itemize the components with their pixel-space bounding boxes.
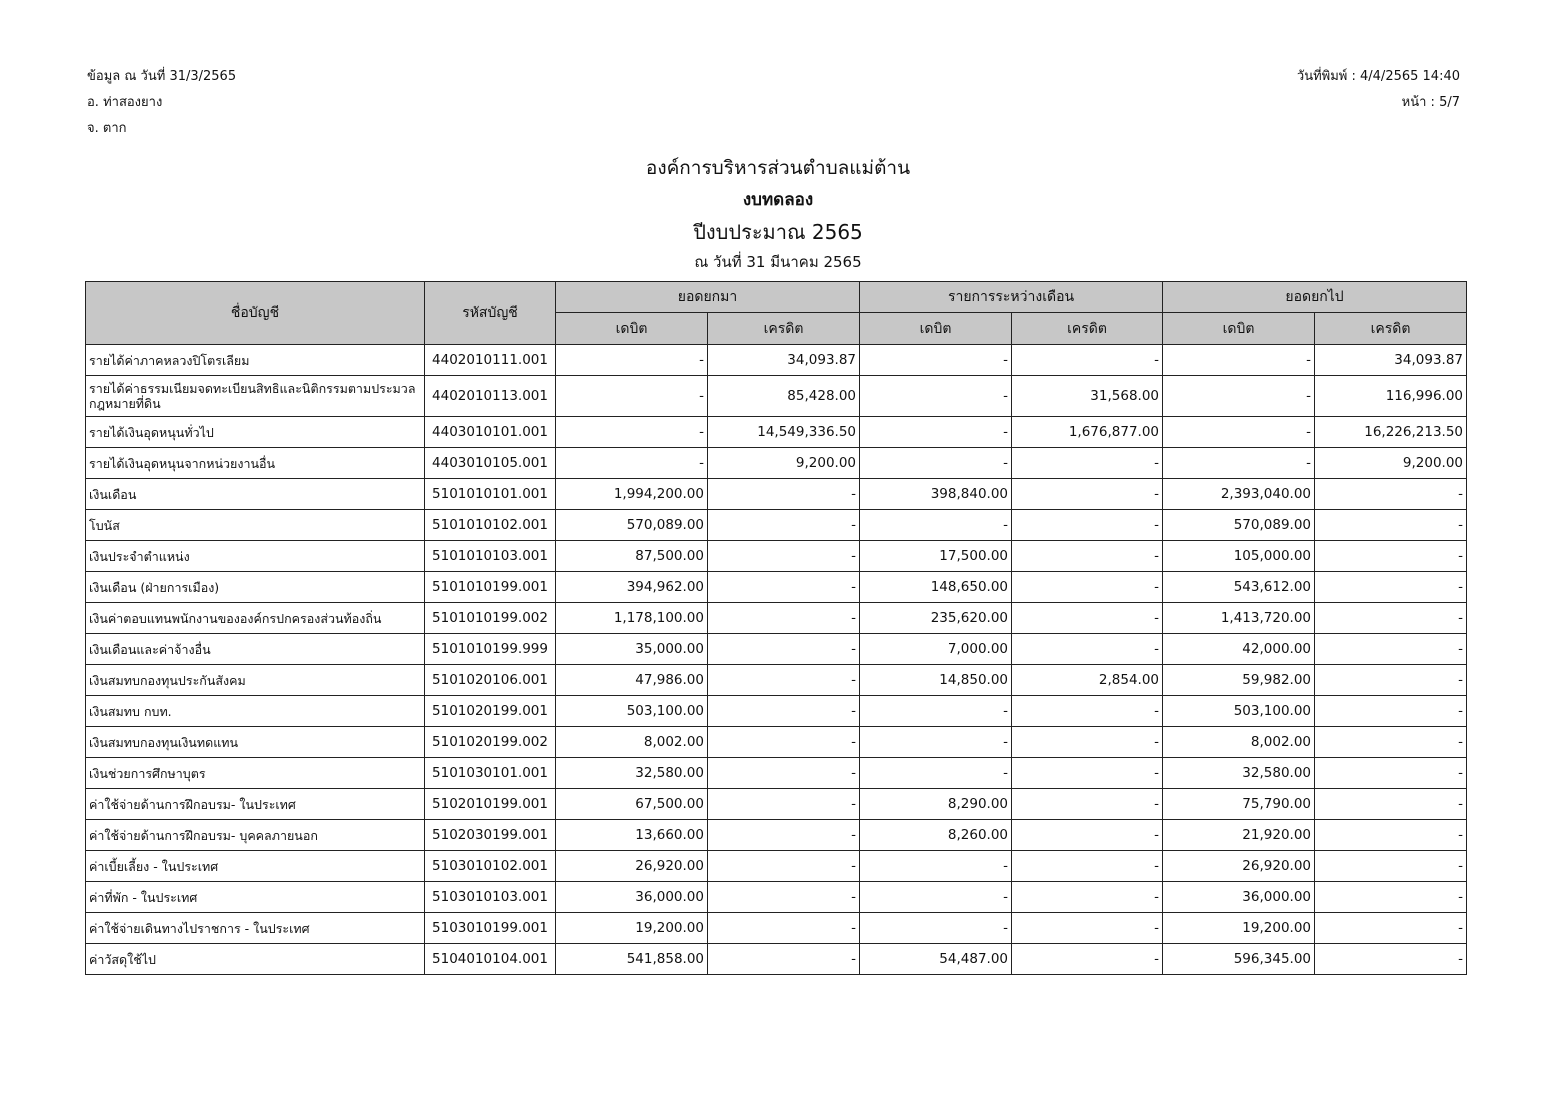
account-code: 5101020106.001 [425,665,556,696]
cf-credit: 16,226,213.50 [1315,417,1467,448]
month-debit: - [860,758,1012,789]
cf-debit: - [1163,345,1315,376]
table-row [86,913,1467,944]
table-row [86,603,1467,634]
bf-credit: - [708,758,860,789]
table-row [86,541,1467,572]
account-code: 5101010199.002 [425,603,556,634]
header-bf-debit: เดบิต [556,313,708,345]
bf-debit: 1,178,100.00 [556,603,708,634]
table-row [86,634,1467,665]
cf-debit: 21,920.00 [1163,820,1315,851]
account-code: 5101010199.999 [425,634,556,665]
month-credit: - [1012,345,1163,376]
account-code: 5103010103.001 [425,882,556,913]
district: อ. ท่าสองยาง [87,95,163,110]
cf-debit: 503,100.00 [1163,696,1315,727]
table-row [86,572,1467,603]
header-month-credit: เครดิต [1012,313,1163,345]
month-debit: 54,487.00 [860,944,1012,975]
bf-debit: 26,920.00 [556,851,708,882]
account-code: 4402010111.001 [425,345,556,376]
cf-credit: - [1315,913,1467,944]
cf-debit: 105,000.00 [1163,541,1315,572]
bf-credit: - [708,479,860,510]
cf-credit: 116,996.00 [1315,376,1467,417]
month-credit: 2,854.00 [1012,665,1163,696]
cf-debit: 543,612.00 [1163,572,1315,603]
cf-credit: - [1315,510,1467,541]
bf-debit: 394,962.00 [556,572,708,603]
bf-credit: - [708,789,860,820]
table-body [86,345,1467,975]
bf-credit: 9,200.00 [708,448,860,479]
month-debit: - [860,448,1012,479]
cf-debit: 32,580.00 [1163,758,1315,789]
month-credit: - [1012,634,1163,665]
account-name: ค่าเบี้ยเลี้ยง - ในประเทศ [86,851,425,882]
page-number: หน้า : 5/7 [1401,95,1460,110]
cf-credit: - [1315,758,1467,789]
month-debit: - [860,727,1012,758]
bf-debit: 47,986.00 [556,665,708,696]
month-credit: - [1012,479,1163,510]
cf-credit: 34,093.87 [1315,345,1467,376]
month-credit: - [1012,882,1163,913]
bf-credit: - [708,727,860,758]
table-row [86,479,1467,510]
month-credit: - [1012,851,1163,882]
trial-balance-table [85,281,1467,975]
cf-debit: 8,002.00 [1163,727,1315,758]
month-debit: - [860,882,1012,913]
bf-debit: 503,100.00 [556,696,708,727]
bf-debit: 1,994,200.00 [556,479,708,510]
bf-credit: - [708,572,860,603]
bf-credit: - [708,913,860,944]
header-account-code: รหัสบัญชี [425,282,556,345]
bf-debit: 541,858.00 [556,944,708,975]
month-debit: - [860,510,1012,541]
month-debit: - [860,376,1012,417]
bf-credit: - [708,603,860,634]
account-name: ค่าใช้จ่ายเดินทางไปราชการ - ในประเทศ [86,913,425,944]
table-row [86,789,1467,820]
cf-credit: - [1315,665,1467,696]
cf-debit: 36,000.00 [1163,882,1315,913]
month-credit: - [1012,572,1163,603]
bf-debit: - [556,448,708,479]
cf-debit: 570,089.00 [1163,510,1315,541]
month-debit: 8,260.00 [860,820,1012,851]
cf-debit: - [1163,448,1315,479]
account-name: เงินเดือนและค่าจ้างอื่น [86,634,425,665]
cf-credit: 9,200.00 [1315,448,1467,479]
bf-credit: - [708,882,860,913]
account-name: เงินช่วยการศึกษาบุตร [86,758,425,789]
account-code: 5101010103.001 [425,541,556,572]
account-name: เงินค่าตอบแทนพนักงานขององค์กรปกครองส่วนท้องถิ่น [86,603,425,634]
account-code: 5101010199.001 [425,572,556,603]
bf-credit: - [708,510,860,541]
fiscal-year: ปีงบประมาณ 2565 [693,220,863,244]
account-code: 5103010199.001 [425,913,556,944]
table-row [86,448,1467,479]
header-carried-forward: ยอดยกไป [1163,282,1467,313]
month-debit: - [860,696,1012,727]
table-row [86,345,1467,376]
table-row [86,727,1467,758]
month-debit: 398,840.00 [860,479,1012,510]
table-row [86,417,1467,448]
cf-debit: 596,345.00 [1163,944,1315,975]
account-code: 5101020199.002 [425,727,556,758]
table-row [86,944,1467,975]
table-row [86,851,1467,882]
month-debit: - [860,417,1012,448]
organization-title: องค์การบริหารส่วนตำบลแม่ต้าน [645,157,911,179]
cf-debit: 59,982.00 [1163,665,1315,696]
as-of-date: ณ วันที่ 31 มีนาคม 2565 [694,253,862,271]
month-debit: 14,850.00 [860,665,1012,696]
bf-debit: - [556,345,708,376]
cf-credit: - [1315,479,1467,510]
bf-debit: 8,002.00 [556,727,708,758]
data-date: ข้อมูล ณ วันที่ 31/3/2565 [87,69,237,84]
account-code: 4403010101.001 [425,417,556,448]
account-code: 5102030199.001 [425,820,556,851]
account-name: ค่าใช้จ่ายด้านการฝึกอบรม- บุคคลภายนอก [86,820,425,851]
table-row [86,820,1467,851]
table-row [86,882,1467,913]
cf-debit: 75,790.00 [1163,789,1315,820]
month-credit: - [1012,541,1163,572]
account-code: 4403010105.001 [425,448,556,479]
bf-debit: 36,000.00 [556,882,708,913]
table-row [86,696,1467,727]
bf-credit: 85,428.00 [708,376,860,417]
account-name: เงินเดือน (ฝ่ายการเมือง) [86,572,425,603]
account-code: 5101010102.001 [425,510,556,541]
cf-debit: 2,393,040.00 [1163,479,1315,510]
account-name: ค่าใช้จ่ายด้านการฝึกอบรม- ในประเทศ [86,789,425,820]
month-credit: - [1012,448,1163,479]
account-name: โบนัส [86,510,425,541]
month-debit: - [860,851,1012,882]
cf-debit: 26,920.00 [1163,851,1315,882]
account-name: เงินสมทบ กบท. [86,696,425,727]
account-code: 5101020199.001 [425,696,556,727]
account-name: เงินสมทบกองทุนประกันสังคม [86,665,425,696]
bf-debit: 13,660.00 [556,820,708,851]
report-titles [0,152,1556,276]
header-month-debit: เดบิต [860,313,1012,345]
bf-credit: 14,549,336.50 [708,417,860,448]
account-name: ค่าที่พัก - ในประเทศ [86,882,425,913]
month-debit: 148,650.00 [860,572,1012,603]
cf-credit: - [1315,944,1467,975]
bf-credit: - [708,944,860,975]
bf-credit: - [708,851,860,882]
bf-credit: - [708,696,860,727]
cf-debit: - [1163,376,1315,417]
document-title: งบทดลอง [742,190,814,210]
table-row [86,376,1467,417]
cf-credit: - [1315,820,1467,851]
bf-debit: - [556,376,708,417]
month-debit: - [860,913,1012,944]
month-credit: - [1012,789,1163,820]
month-credit: - [1012,913,1163,944]
account-name: ค่าวัสดุใช้ไป [86,944,425,975]
table-row [86,758,1467,789]
month-credit: - [1012,510,1163,541]
header-brought-forward: ยอดยกมา [556,282,860,313]
month-credit: - [1012,758,1163,789]
bf-credit: - [708,820,860,851]
cf-credit: - [1315,572,1467,603]
bf-credit: 34,093.87 [708,345,860,376]
bf-debit: 67,500.00 [556,789,708,820]
cf-credit: - [1315,851,1467,882]
month-debit: 7,000.00 [860,634,1012,665]
bf-credit: - [708,665,860,696]
account-code: 5104010104.001 [425,944,556,975]
month-credit: - [1012,727,1163,758]
header-account-name: ชื่อบัญชี [86,282,425,345]
cf-credit: - [1315,789,1467,820]
account-name: เงินประจำตำแหน่ง [86,541,425,572]
month-debit: 17,500.00 [860,541,1012,572]
cf-credit: - [1315,634,1467,665]
bf-debit: 32,580.00 [556,758,708,789]
header-during-month: รายการระหว่างเดือน [860,282,1163,313]
month-credit: - [1012,944,1163,975]
bf-debit: - [556,417,708,448]
account-code: 4402010113.001 [425,376,556,417]
month-credit: - [1012,603,1163,634]
table-row [86,510,1467,541]
month-credit: 31,568.00 [1012,376,1163,417]
account-name: รายได้ค่าภาคหลวงปิโตรเลียม [86,345,425,376]
account-name: รายได้ค่าธรรมเนียมจดทะเบียนสิทธิและนิติกรรมตามประมวลกฎหมายที่ดิน [86,376,425,417]
header-cf-debit: เดบิต [1163,313,1315,345]
account-name: รายได้เงินอุดหนุนทั่วไป [86,417,425,448]
cf-debit: - [1163,417,1315,448]
bf-debit: 87,500.00 [556,541,708,572]
bf-debit: 35,000.00 [556,634,708,665]
account-code: 5103010102.001 [425,851,556,882]
month-debit: - [860,345,1012,376]
account-code: 5101010101.001 [425,479,556,510]
cf-credit: - [1315,727,1467,758]
bf-debit: 570,089.00 [556,510,708,541]
cf-debit: 42,000.00 [1163,634,1315,665]
print-date: วันที่พิมพ์ : 4/4/2565 14:40 [1296,69,1460,84]
account-name: เงินสมทบกองทุนเงินทดแทน [86,727,425,758]
cf-debit: 19,200.00 [1163,913,1315,944]
cf-credit: - [1315,696,1467,727]
header-cf-credit: เครดิต [1315,313,1467,345]
cf-credit: - [1315,603,1467,634]
header-bf-credit: เครดิต [708,313,860,345]
account-code: 5101030101.001 [425,758,556,789]
bf-debit: 19,200.00 [556,913,708,944]
account-code: 5102010199.001 [425,789,556,820]
account-name: รายได้เงินอุดหนุนจากหน่วยงานอื่น [86,448,425,479]
cf-debit: 1,413,720.00 [1163,603,1315,634]
report-meta-right [1297,64,1460,116]
report-meta-left [87,64,236,142]
month-credit: - [1012,820,1163,851]
bf-credit: - [708,541,860,572]
month-credit: 1,676,877.00 [1012,417,1163,448]
month-credit: - [1012,696,1163,727]
cf-credit: - [1315,541,1467,572]
bf-credit: - [708,634,860,665]
month-debit: 8,290.00 [860,789,1012,820]
province: จ. ตาก [87,121,127,136]
cf-credit: - [1315,882,1467,913]
account-name: เงินเดือน [86,479,425,510]
table-row [86,665,1467,696]
month-debit: 235,620.00 [860,603,1012,634]
